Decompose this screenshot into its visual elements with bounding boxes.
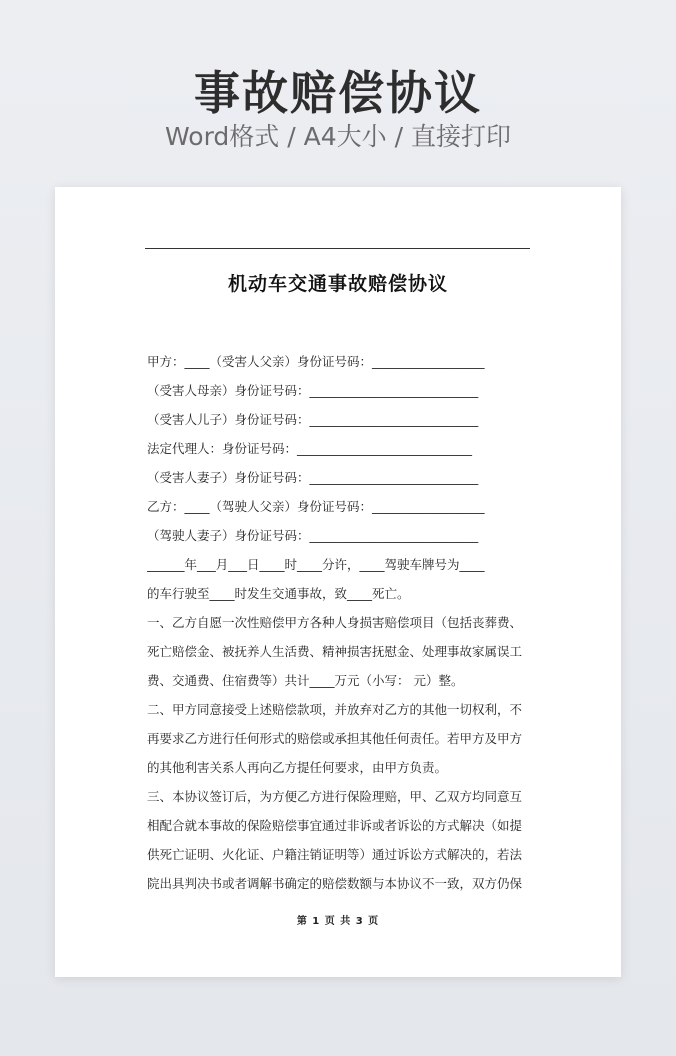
document-page: [55, 187, 621, 977]
body-line: 死亡赔偿金、被抚养人生活费、精神损害抚慰金、处理事故家属误工: [147, 644, 523, 659]
body-line: 二、甲方同意接受上述赔偿款项，并放弃对乙方的其他一切权利，不: [147, 702, 523, 717]
body-line: 供死亡证明、火化证、户籍注销证明等）通过诉讼方式解决的，若法: [147, 847, 523, 862]
body-line: 乙方：____（驾驶人父亲）身份证号码：__________________: [147, 499, 485, 514]
body-line: （受害人妻子）身份证号码：___________________________: [147, 470, 479, 485]
document-title: 机动车交通事故赔偿协议: [227, 273, 448, 295]
banner-title: 事故赔偿协议: [194, 66, 482, 120]
body-line: 相配合就本事故的保险赔偿事宜通过非诉或者诉讼的方式解决（如提: [147, 818, 523, 833]
body-line: 甲方：____（受害人父亲）身份证号码：__________________: [147, 354, 485, 369]
body-line: （受害人母亲）身份证号码：___________________________: [147, 383, 479, 398]
body-line: 费、交通费、住宿费等）共计____万元（小写： 元）整。: [147, 673, 464, 688]
body-line: （受害人儿子）身份证号码：___________________________: [147, 412, 479, 427]
body-line: （驾驶人妻子）身份证号码：___________________________: [147, 528, 479, 543]
body-line: 院出具判决书或者调解书确定的赔偿数额与本协议不一致，双方仍保: [147, 876, 523, 891]
document-body: [147, 347, 547, 898]
body-line: 法定代理人：身份证号码：____________________________: [147, 441, 473, 456]
banner-subtitle: Word格式 / A4大小 / 直接打印: [165, 122, 511, 151]
body-line: 再要求乙方进行任何形式的赔偿或承担其他任何责任。若甲方及甲方: [147, 731, 523, 746]
body-line: 的车行驶至____时发生交通事故，致____死亡。: [147, 586, 410, 601]
page-number: 第 1 页 共 3 页: [296, 916, 380, 927]
header-rule: [145, 248, 530, 249]
body-line: 的其他利害关系人再向乙方提任何要求，由甲方负责。: [147, 760, 448, 775]
body-line: 一、乙方自愿一次性赔偿甲方各种人身损害赔偿项目（包括丧葬费、: [147, 615, 523, 630]
body-line: 三、本协议签订后，为方便乙方进行保险理赔，甲、乙双方均同意互: [147, 789, 523, 804]
body-line: ______年___月___日____时____分许，____驾驶车牌号为____: [147, 557, 485, 572]
